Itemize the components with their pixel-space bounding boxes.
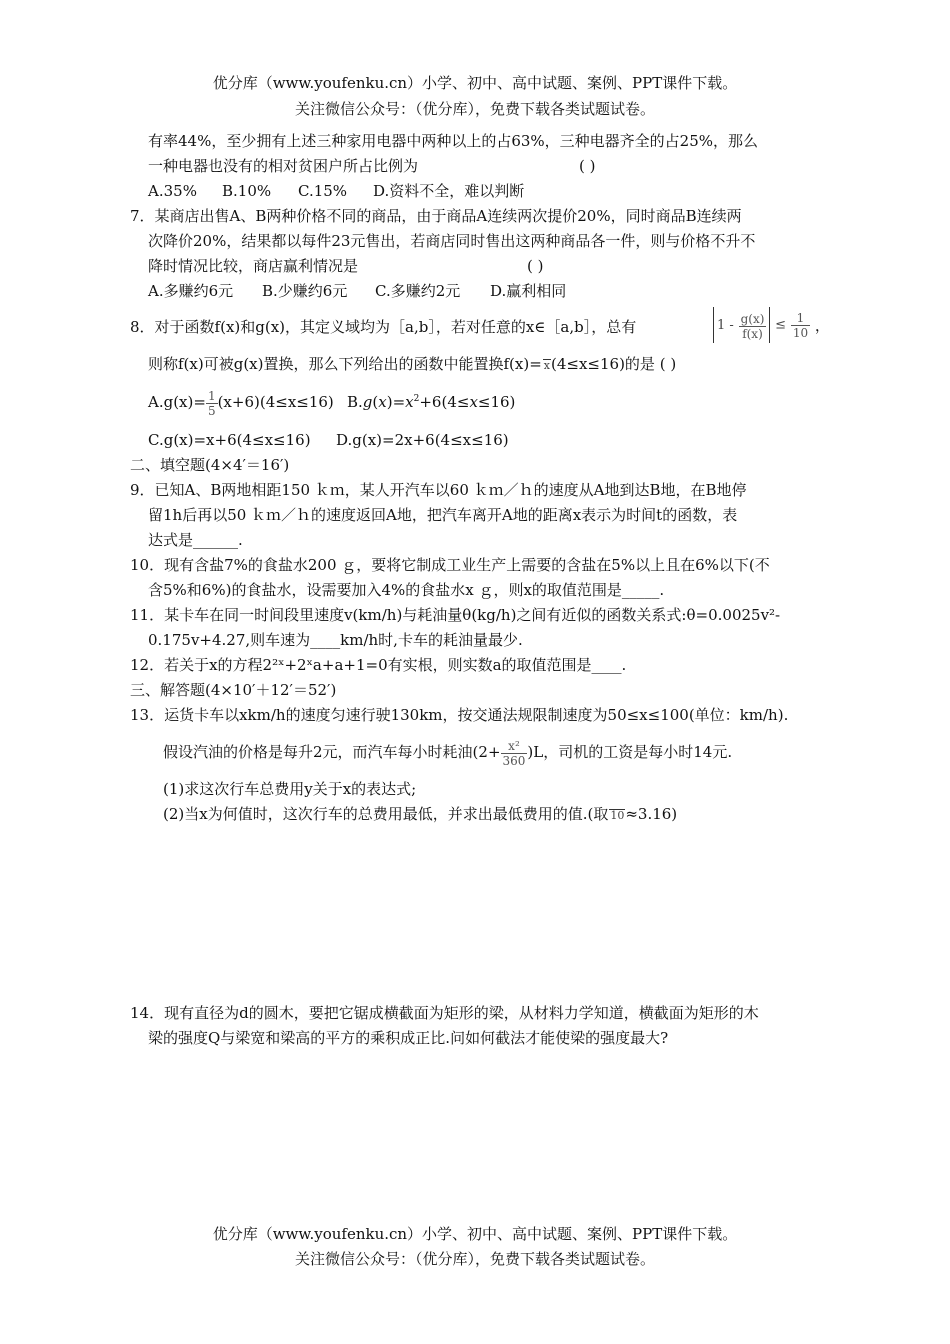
q10-line-1: 10．现有含盐7%的食盐水200 ｇ，要将它制成工业生产上需要的含盐在5%以上且在6%以下(不	[130, 556, 770, 574]
q8-fraction-2: $\frac{1}{10}$	[792, 310, 809, 340]
q8-line-2: 则称f(x)可被g(x)置换，那么下列给出的函数中能置换f(x)= x(4≤x≤16)的是 ( )	[148, 355, 677, 373]
q13-sub-2: (2)当x为何值时，这次行车的总费用最低，并求出最低费用的值.(取 10≈3.16)	[163, 805, 678, 823]
q8-fraction: $\frac{g(x)}{f(x)}$	[740, 311, 765, 341]
q13-sqrt: 10	[610, 809, 625, 822]
q11-line-1: 11．某卡车在同一时间段里速度v(km/h)与耗油量θ(kg/h)之间有近似的函数关系式:θ=0.0025v²-	[130, 606, 781, 624]
q13-fraction: $\frac{\text{x²}}{360}$	[502, 738, 526, 768]
q6-option-a: A.35%	[148, 182, 197, 200]
q8-abs	[713, 307, 770, 343]
q9-line-2: 留1h后再以50 ｋｍ／ｈ的速度返回A地，把汽车离开A地的距离x表示为时间t的函数，表	[148, 506, 738, 524]
q8-inequality	[713, 307, 830, 347]
q8-option-c: C.g(x)=x+6(4≤x≤16)	[148, 431, 311, 449]
q7-option-d: D.赢利相同	[490, 282, 567, 300]
q9-line-1: 9．已知A、B两地相距150 ｋｍ，某人开汽车以60 ｋｍ／ｈ的速度从A地到达B地，在B地停	[130, 481, 747, 499]
q7-line-3: 降时情况比较，商店赢利情况是	[148, 257, 359, 275]
q8-abs-one: 1 -	[717, 318, 734, 333]
q8-tail: ，	[814, 316, 830, 335]
q13-line-1: 13．运货卡车以xkm/h的速度匀速行驶130km，按交通法规限制速度为50≤x≤100(单位：km/h).	[130, 706, 789, 724]
section-3-title: 三、解答题(4×10′＋12′＝52′)	[130, 681, 337, 699]
q7-answer-paren: ( )	[527, 257, 544, 275]
q14-line-2: 梁的强度Q与梁宽和梁高的平方的乘积成正比.问如何截法才能使梁的强度最大?	[148, 1029, 669, 1047]
q6-option-d: D.资料不全，难以判断	[373, 182, 525, 200]
q8-option-d: D.g(x)=2x+6(4≤x≤16)	[336, 431, 509, 449]
q11-line-2: 0.175v+4.27,则车速为____km/h时,卡车的耗油量最少.	[148, 631, 523, 649]
header-line-2: 关注微信公众号：（优分库），免费下载各类试题试卷。	[294, 100, 655, 118]
q7-line-2: 次降价20%，结果都以每件23元售出，若商店同时售出这两种商品各一件，则与价格不升不	[148, 232, 756, 250]
q7-option-b: B.少赚约6元	[262, 282, 348, 300]
footer-line-1: 优分库（www.youfenku.cn）小学、初中、高中试题、案例、PPT课件下载。	[212, 1225, 738, 1243]
footer-line-2: 关注微信公众号：（优分库），免费下载各类试题试卷。	[294, 1250, 655, 1268]
q7-option-c: C.多赚约2元	[375, 282, 461, 300]
q6-line-2: 一种电器也没有的相对贫困户所占比例为	[148, 157, 419, 175]
q12-line: 12．若关于x的方程2²ˣ+2ˣa+a+1=0有实根，则实数a的取值范围是____.	[130, 656, 627, 674]
q8-sqrt: x	[543, 359, 550, 372]
q14-line-1: 14．现有直径为d的圆木，要把它锯成横截面为矩形的梁，从材料力学知道，横截面为矩形的木	[130, 1004, 759, 1022]
q7-option-a: A.多赚约6元	[148, 282, 234, 300]
q8-option-a-fraction: $\frac{1}{5}$	[207, 388, 216, 418]
q7-line-1: 7．某商店出售A、B两种价格不同的商品，由于商品A连续两次提价20%，同时商品B连续两	[130, 207, 742, 225]
section-2-title: 二、填空题(4×4′＝16′)	[130, 456, 290, 474]
q8-le: ≤	[775, 317, 787, 333]
header-line-1: 优分库（www.youfenku.cn）小学、初中、高中试题、案例、PPT课件下载。	[212, 74, 738, 92]
q6-answer-paren: ( )	[579, 157, 596, 175]
q8-option-b: $B.g(x)=x^2+6(4\le x\le 16)$	[347, 393, 516, 411]
q6-option-c: C.15%	[298, 182, 348, 200]
q6-option-b: B.10%	[222, 182, 272, 200]
q6-line-1: 有率44%，至少拥有上述三种家用电器中两种以上的占63%，三种电器齐全的占25%，那么	[148, 132, 759, 150]
q13-sub-1: (1)求这次行车总费用y关于x的表达式;	[163, 780, 417, 798]
q8-option-a: A.g(x)= $\frac{1}{5}$ (x+6)(4≤x≤16)	[148, 388, 334, 418]
q8-line-1: 8．对于函数f(x)和g(x)，其定义域均为［a,b］，若对任意的x∈［a,b］，总有	[130, 318, 637, 336]
q13-line-2: 假设汽油的价格是每升2元，而汽车每小时耗油(2+ $\frac{\text{x²}}{360}$ )L，司机的工资是每小时14元.	[163, 738, 733, 768]
q9-line-3: 达式是______.	[148, 531, 243, 549]
q10-line-2: 含5%和6%)的食盐水，设需要加入4%的食盐水x ｇ，则x的取值范围是_____.	[148, 581, 665, 599]
